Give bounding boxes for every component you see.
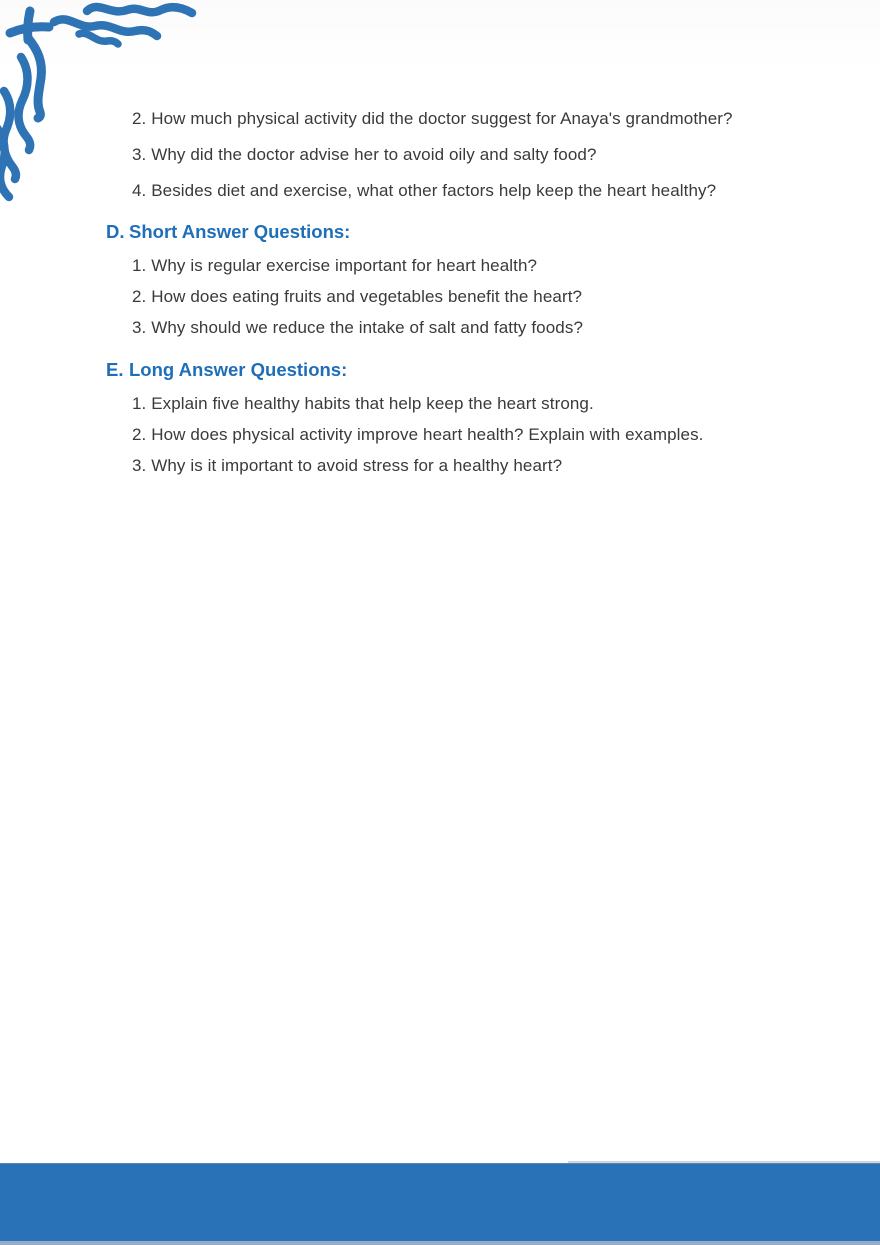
section-letter: E. [106,359,124,380]
footer-band [0,1163,880,1245]
question-line: 1. Why is regular exercise important for heart health? [132,256,538,275]
question-line: 2. How does physical activity improve heart health? Explain with examples. [132,425,704,444]
footer-bottom-strip [0,1241,880,1245]
section-letter: D. [106,221,125,242]
question-line: 4. Besides diet and exercise, what other factors help keep the heart healthy? [132,181,717,200]
section-title: Short Answer Questions: [129,221,351,242]
section-heading-short-answer [106,221,350,243]
question-line: 2. How much physical activity did the doctor suggest for Anaya's grandmother? [132,109,733,128]
long-answer-question-list [132,392,704,485]
section-title: Long Answer Questions: [129,359,348,380]
question-line: 3. Why should we reduce the intake of salt and fatty foods? [132,318,583,337]
short-answer-question-list [132,254,583,347]
question-line: 1. Explain five healthy habits that help keep the heart strong. [132,394,594,413]
question-line: 3. Why is it important to avoid stress for a healthy heart? [132,456,563,475]
question-line: 2. How does eating fruits and vegetables benefit the heart? [132,287,583,306]
section-heading-long-answer [106,359,347,381]
intro-question-list [132,107,733,215]
question-line: 3. Why did the doctor advise her to avoid oily and salty food? [132,145,597,164]
